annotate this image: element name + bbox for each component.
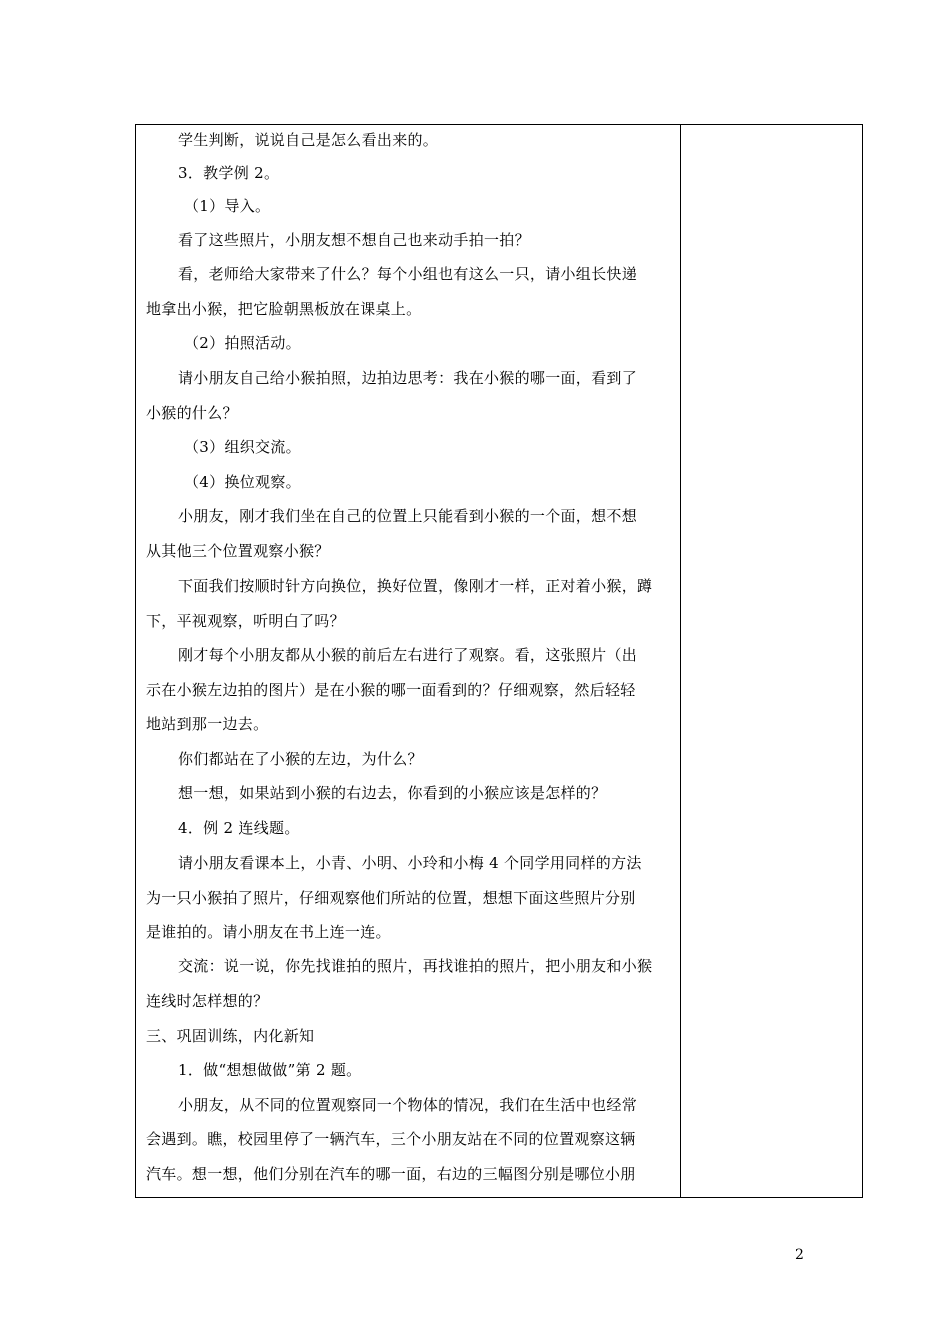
text-line: （1）导入。 — [184, 197, 271, 215]
page-number: 2 — [795, 1247, 804, 1263]
lesson-content-cell — [136, 125, 680, 1197]
text-line: 连线时怎样想的？ — [146, 992, 269, 1010]
lesson-table — [135, 124, 863, 1198]
text-line: 请小朋友看课本上，小青、小明、小玲和小梅 4 个同学用同样的方法 — [178, 854, 642, 872]
text-line: 小朋友，刚才我们坐在自己的位置上只能看到小猴的一个面，想不想 — [178, 507, 638, 525]
text-line: 从其他三个位置观察小猴？ — [146, 542, 330, 560]
text-line: 示在小猴左边拍的图片）是在小猴的哪一面看到的？仔细观察，然后轻轻 — [146, 681, 636, 699]
text-line: 下面我们按顺时针方向换位，换好位置，像刚才一样，正对着小猴，蹲 — [178, 577, 653, 595]
text-line: 地站到那一边去。 — [146, 715, 269, 733]
notes-cell — [681, 125, 862, 1197]
text-line: 3．教学例 2。 — [178, 164, 280, 182]
text-line: 学生判断，说说自己是怎么看出来的。 — [178, 131, 439, 149]
text-line: （4）换位观察。 — [184, 473, 301, 491]
text-line: 看，老师给大家带来了什么？每个小组也有这么一只，请小组长快递 — [178, 265, 638, 283]
text-line: （2）拍照活动。 — [184, 334, 301, 352]
text-line: 你们都站在了小猴的左边，为什么？ — [178, 750, 423, 768]
text-line: 小猴的什么？ — [146, 404, 238, 422]
text-line: 1．做“想想做做”第 2 题。 — [178, 1061, 362, 1079]
text-line: 是谁拍的。请小朋友在书上连一连。 — [146, 923, 391, 941]
text-line: 交流：说一说，你先找谁拍的照片，再找谁拍的照片，把小朋友和小猴 — [178, 957, 653, 975]
text-line: （3）组织交流。 — [184, 438, 301, 456]
text-line: 想一想，如果站到小猴的右边去，你看到的小猴应该是怎样的？ — [178, 784, 607, 802]
section-heading: 三、巩固训练，内化新知 — [146, 1027, 315, 1045]
text-line: 汽车。想一想，他们分别在汽车的哪一面，右边的三幅图分别是哪位小朋 — [146, 1165, 636, 1183]
text-line: 下，平视观察，听明白了吗？ — [146, 612, 345, 630]
text-line: 地拿出小猴，把它脸朝黑板放在课桌上。 — [146, 300, 422, 318]
text-line: 刚才每个小朋友都从小猴的前后左右进行了观察。看，这张照片（出 — [178, 646, 638, 664]
text-line: 会遇到。瞧，校园里停了一辆汽车，三个小朋友站在不同的位置观察这辆 — [146, 1130, 636, 1148]
text-line: 小朋友，从不同的位置观察同一个物体的情况，我们在生活中也经常 — [178, 1096, 638, 1114]
text-line: 请小朋友自己给小猴拍照，边拍边思考：我在小猴的哪一面，看到了 — [178, 369, 638, 387]
text-line: 看了这些照片，小朋友想不想自己也来动手拍一拍？ — [178, 231, 530, 249]
text-line: 为一只小猴拍了照片，仔细观察他们所站的位置，想想下面这些照片分别 — [146, 889, 636, 907]
text-line: 4．例 2 连线题。 — [178, 819, 300, 837]
